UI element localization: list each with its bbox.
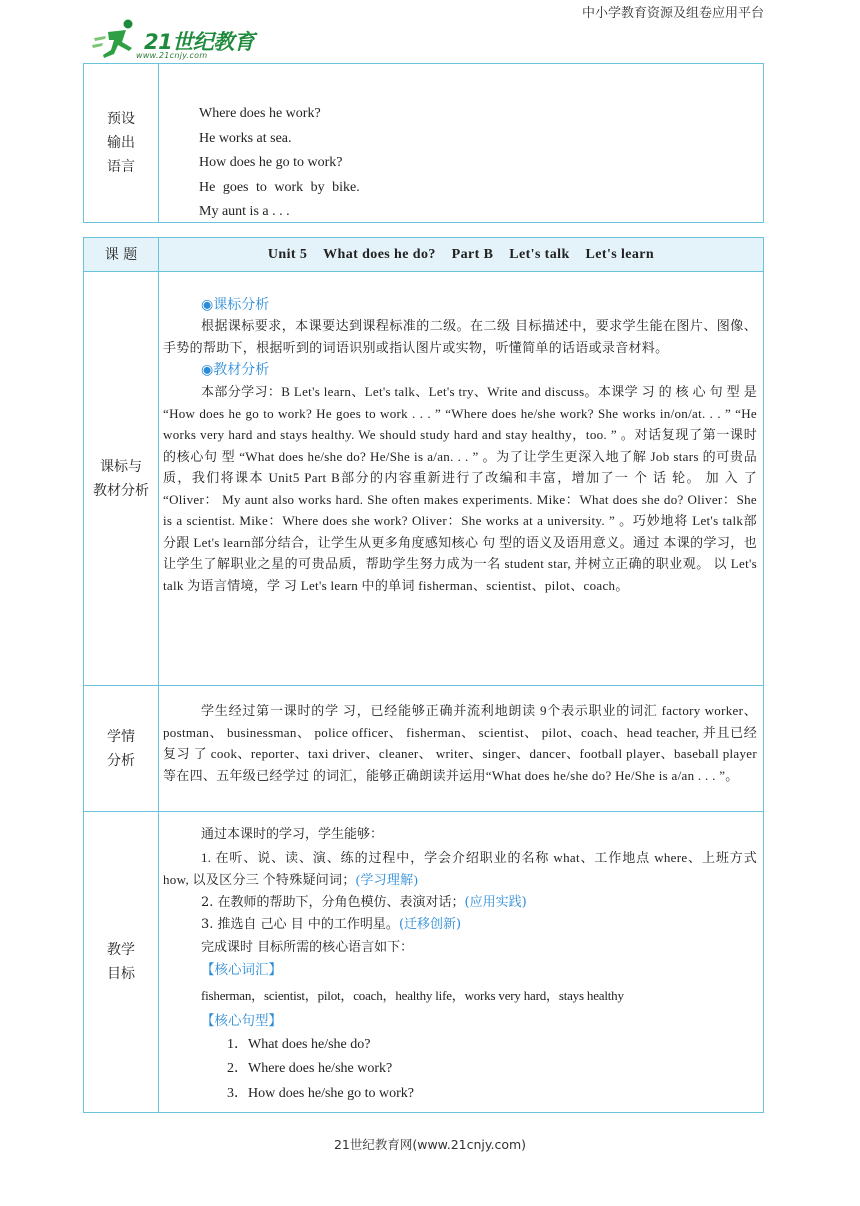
textbook-analysis-text: 本部分学习：B Let's learn、Let's talk、Let's try、Write and discuss。本课学 习 的 核 心 句 型 是 “How does he go to work? He goes to work . . . ” “Where does he/she work? She works in/on/at. . . ” “He works very hard and stays healthy. We should study hard and stay healthy，too. ” 。对话复现了第一课时的核心句 型 “What does he/she do? He/She is a/an. . . ” 。为了让学生更深入地了解 Job stars 的可贵品质，我们将课本 Unit5 Part B部分的内容重新进行了改编和丰富，增加了一 个 话 轮。 加 入 了 “Oliver： My aunt also works hard. She often makes experiments. Mike：What does she do? Oliver：She is a scientist. Mike：Where does she work? Oliver：She works at a university. ” 。巧妙地将 Let's talk部分跟 Let's learn部分结合，让学生从更多角度感知核心 句 型的语义及语用意义。通过 本课的学习，也让学生了解职业之星的可贵品质，帮助学生努力成为一名 student star, 并树立正确的职业观。 以 Let's talk 为语言情境，学 习 Let's learn 中的单词 fisherman、scientist、pilot、coach。 (163, 384, 757, 593)
output-language-table (83, 63, 764, 223)
core-pattern: 2．Where does he/she work? (227, 1061, 393, 1076)
title-part: Unit 5 (267, 246, 308, 262)
label-line: 预设 (107, 111, 135, 127)
analysis-label (84, 272, 159, 686)
learner-analysis-text: 学生经过第一课时的学 习，已经能够正确并流利地朗读 9个表示职业的词汇 factory worker、 postman、 businessman、 police officer、 fisherman、 scientist、 pilot、coach、head teacher, 并且已经复习 了 cook、reporter、taxi driver、cleaner、 writer、singer、dancer、football player、baseball player等在四、五年级已经学过 的词汇，能够正确朗读并运用“What does he/she do? He/She is a/an . . . ”。 (163, 703, 757, 783)
output-line: He goes to work by bike. (199, 179, 360, 195)
output-line: How does he go to work? (199, 155, 343, 170)
core-pattern: 1．What does he/she do? (227, 1036, 371, 1052)
analysis-content (159, 272, 764, 686)
goals-intro: 通过本课时的学习，学生能够： (201, 827, 384, 842)
output-line: He works at sea. (199, 130, 292, 146)
core-vocab-title: 【核心词汇】 (201, 962, 282, 978)
label-line: 教学 (107, 942, 135, 958)
goal-3-text: 3. 推选自 己心 目 中的工作明星。 (201, 917, 399, 932)
goal-1-text: 1. 在听、说、读、演、练的过程中，学会介绍职业的名称 what、工作地点 where、上班方式 how, 以及区分三 个特殊疑问词； (163, 849, 757, 887)
core-vocab: fisherman，scientist，pilot，coach，healthy life，works very hard，stays healthy (201, 987, 624, 1003)
goal-1-tag: (学习理解) (355, 872, 419, 887)
logo-url: www.21cnjy.com (136, 51, 208, 60)
goals-content (159, 812, 764, 1113)
core-language-intro: 完成课时 目标所需的核心语言如下： (201, 939, 414, 955)
goals-label (84, 812, 159, 1113)
footer: 21世纪教育网(www.21cnjy.com) (333, 1137, 527, 1152)
label-line: 目标 (107, 966, 135, 982)
logo (90, 18, 260, 62)
label-line: 语言 (107, 159, 135, 175)
logo-brand: 21世纪教育 (144, 30, 255, 54)
topic-label: 课 题 (84, 238, 159, 272)
curriculum-analysis-text: 根据课标要求，本课要达到课程标准的二级。在二级 目标描述中，要求学生能在图片、图像、手势的帮助下，根据听到的词语识别或指认图片或实物，听懂简单的话语或录音材料。 (163, 319, 757, 356)
label-line: 分析 (107, 752, 135, 769)
goal-1 (163, 847, 757, 892)
title-part: Let's talk (509, 246, 570, 262)
goal-3 (163, 914, 757, 937)
title-part: Part B (451, 246, 494, 262)
lesson-title (159, 238, 764, 272)
label-line: 输出 (107, 135, 135, 151)
output-content (159, 64, 764, 223)
goal-2 (163, 892, 757, 915)
title-part: Let's learn (585, 246, 655, 262)
output-line: Where does he work? (199, 106, 321, 121)
label-line: 课标与 (100, 458, 142, 475)
core-pattern-title: 【核心句型】 (201, 1013, 282, 1029)
goal-2-text: 2. 在教师的帮助下，分角色模仿、表演对话； (201, 894, 465, 910)
label-line: 教材分析 (93, 482, 149, 499)
core-pattern: 3．How does he/she go to work? (227, 1085, 415, 1101)
output-label (84, 64, 159, 223)
platform-title: 中小学教育资源及组卷应用平台 (581, 6, 764, 21)
lesson-table (83, 237, 764, 1113)
learner-label (84, 686, 159, 812)
goal-2-tag: (应用实践) (464, 894, 527, 910)
learner-content (159, 686, 764, 812)
textbook-analysis-title: ◉教材分析 (201, 362, 270, 378)
title-part: What does he do? (323, 246, 436, 262)
goal-3-tag: (迁移创新) (398, 917, 462, 932)
label-line: 学情 (107, 728, 135, 745)
output-line: My aunt is a . . . (199, 204, 290, 219)
curriculum-analysis-title: ◉课标分析 (201, 297, 270, 313)
